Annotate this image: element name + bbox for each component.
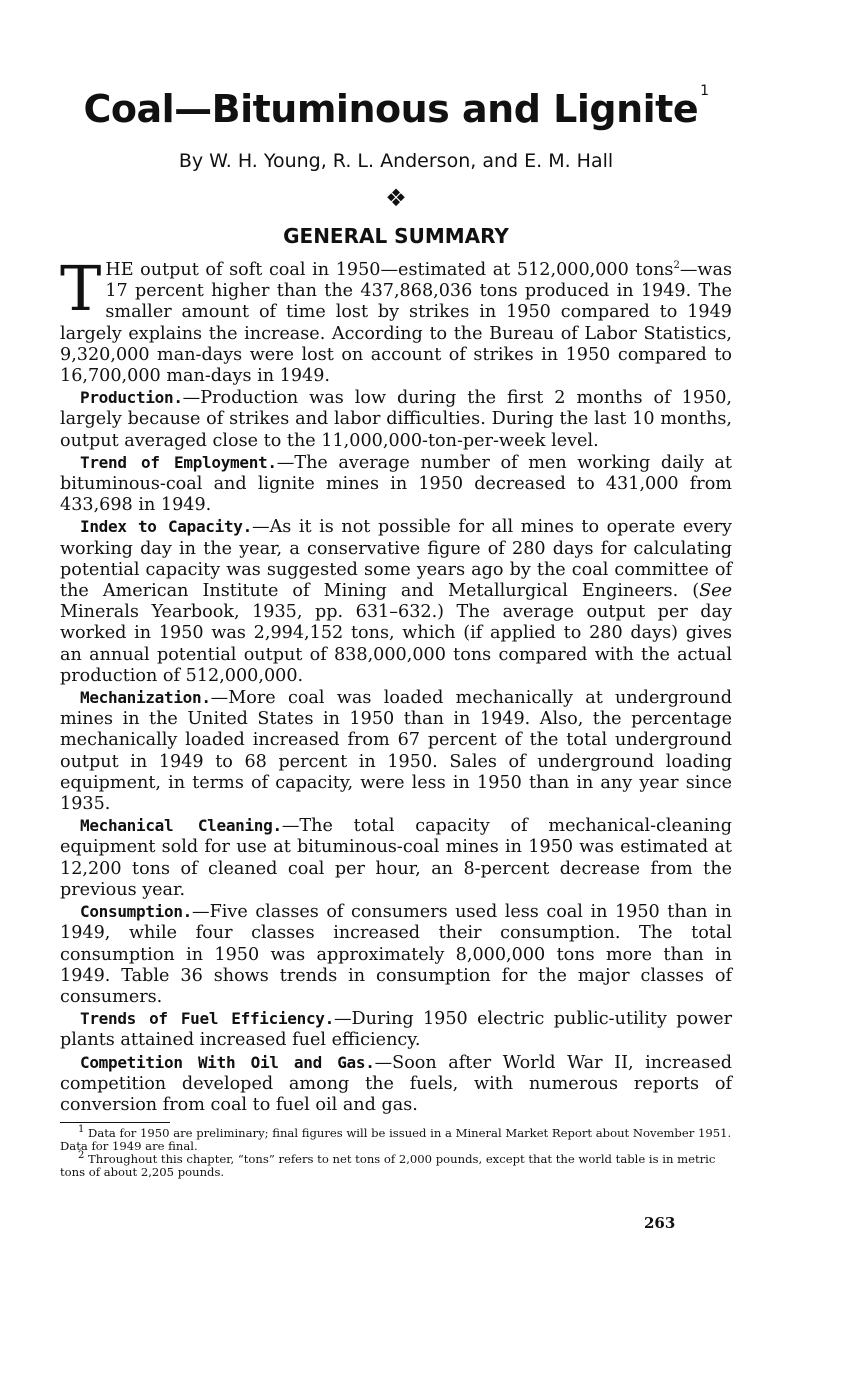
- paragraph-text: —The average number of men working daily at bituminous-coal and lignite mines in 1950 decreased to 431,000 from 433,698 in 1949.: [60, 452, 732, 516]
- paragraph-mechanization: [60, 687, 732, 815]
- byline: By W. H. Young, R. L. Anderson, and E. M. Hall: [178, 150, 614, 172]
- page-title-text: Coal—Bituminous and Lignite: [83, 87, 699, 131]
- footnote-1: [60, 1124, 732, 1154]
- footnote-text: Data for 1950 are preliminary; final figures will be issued in a Mineral Market Report about November 1951. Data for 1949 are final.: [60, 1126, 732, 1154]
- intro-text-a: HE output of soft coal in 1950—estimated at 512,000,000 tons: [105, 260, 674, 280]
- page-number: 263: [644, 1214, 676, 1232]
- paragraph-competition: [60, 1052, 732, 1117]
- footnote-2: [60, 1150, 732, 1180]
- run-head: Mechanical Cleaning.: [80, 816, 282, 836]
- footnote-text: Throughout this chapter, “tons” refers to net tons of 2,000 pounds, except that the world table is in metric tons of about 2,205 pounds.: [60, 1152, 716, 1180]
- run-head: Production.: [80, 388, 183, 408]
- body-text: [60, 252, 733, 1116]
- run-head: Trends of Fuel Efficiency.: [80, 1009, 334, 1029]
- paragraph-text: —Production was low during the first 2 months of 1950, largely because of strikes and labor difficulties. During the last 10 months, output averaged close to the 11,000,000-ton-per-week level.: [60, 388, 732, 451]
- paragraph-text: —Soon after World War II, increased competition developed among the fuels, with numerous reports of conversion from coal to fuel oil and gas.: [60, 1052, 733, 1115]
- footnote-mark: 1: [78, 1124, 85, 1136]
- run-head: Index to Capacity.: [80, 517, 252, 537]
- run-head: Trend of Employment.: [80, 452, 277, 472]
- paragraph-cleaning: [60, 815, 732, 901]
- intro-text-b: —was 17 percent higher than the 437,868,036 tons produced in 1949. The smaller amount of time lost by strikes in 1950 compared to 1949 largely explains the increase. According to the Bureau of Labor Statistics, 9,320,000 man-days were lost on account of strikes in 1950 compared to 16,700,000 man-days in 1949.: [60, 260, 732, 387]
- paragraph-text: —As it is not possible for all mines to operate every working day in the year, a conservative figure of 280 days for calculating potential capacity was suggested some years ago by the coal committee of the American Institute of Mining and Metallurgical Engineers. (: [60, 517, 732, 602]
- see-reference: See: [699, 581, 732, 602]
- intro-paragraph: [60, 252, 732, 387]
- paragraph-fuel-efficiency: [60, 1008, 732, 1051]
- page: [60, 82, 732, 1179]
- paragraph-text: —During 1950 electric public-utility power plants attained increased fuel efficiency.: [60, 1009, 732, 1051]
- title-row: [60, 82, 732, 144]
- paragraph-capacity: [60, 516, 732, 687]
- footnotes: [60, 1124, 732, 1180]
- section-heading: GENERAL SUMMARY: [283, 224, 509, 248]
- footnote-divider: [60, 1122, 170, 1123]
- drop-cap: T: [60, 252, 102, 325]
- footnote-ref-2: 2: [673, 260, 680, 272]
- paragraph-text: —More coal was loaded mechanically at underground mines in the United States in 1950 than in 1949. Also, the percentage mechanically loaded increased from 67 percent of the total underground output in 1949 to 68 percent in 1950. Sales of underground loading equipment, in terms of capacity, were less in 1950 than in any year since 1935.: [60, 688, 732, 815]
- run-head: Consumption.: [80, 902, 192, 922]
- paragraph-text: —The total capacity of mechanical-cleaning equipment sold for use at bituminous-coal mines in 1950 was estimated at 12,200 tons of cleaned coal per hour, an 8-percent decrease from the previous year.: [60, 816, 732, 900]
- paragraph-text: Minerals Yearbook, 1935, pp. 631–632.) The average output per day worked in 1950 was 2,994,152 tons, which (if applied to 280 days) gives an annual potential output of 838,000,000 tons compared with the actual production of 512,000,000.: [60, 602, 732, 686]
- ornament-icon: ❖: [385, 184, 407, 212]
- title-footnote-ref: 1: [700, 83, 709, 99]
- paragraph-employment: [60, 452, 732, 517]
- page-title: [83, 83, 709, 131]
- paragraph-consumption: [60, 901, 732, 1008]
- paragraph-text: —Five classes of consumers used less coal in 1950 than in 1949, while four classes increased their consumption. The total consumption in 1950 was approximately 8,000,000 tons more than in 1949. Table 36 shows trends in consumption for the major classes of consumers.: [60, 902, 732, 1007]
- run-head: Mechanization.: [80, 688, 211, 708]
- footnote-mark: 2: [78, 1150, 85, 1162]
- run-head: Competition With Oil and Gas.: [80, 1052, 375, 1072]
- paragraph-production: [60, 387, 732, 452]
